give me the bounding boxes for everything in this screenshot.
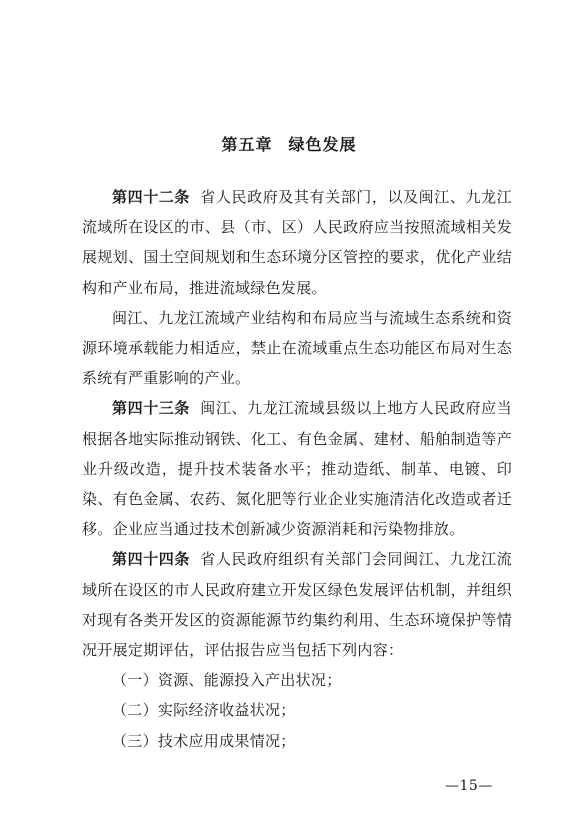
chapter-name: 绿色发展 xyxy=(288,135,357,154)
article-44-paragraph-1 xyxy=(82,544,512,665)
list-item: （二）实际经济收益状况； xyxy=(112,701,296,720)
article-44-label: 第四十四条 xyxy=(112,550,190,569)
article-43-text-1: 闽江、九龙江流域县级以上地方人民政府应当根据各地实际推动钢铁、化工、有色金属、建材、船舶制造等产业升级改造，提升技术装备水平；推动造纸、制革、电镀、印染、有色金属、农药、氮化肥等行业企业实施清洁化改造或者迁移。企业应当通过技术创新减少资源消耗和污染物排放。 xyxy=(82,399,512,539)
article-43-paragraph-1 xyxy=(82,393,512,544)
chapter-title xyxy=(0,132,578,155)
article-43-label: 第四十三条 xyxy=(112,399,190,418)
list-item: （一）资源、能源投入产出状况； xyxy=(112,671,342,690)
chapter-number: 第五章 xyxy=(221,135,273,154)
list-item: （三）技术应用成果情况； xyxy=(112,731,296,750)
document-body xyxy=(82,182,512,756)
article-44-text-1: 省人民政府组织有关部门会同闽江、九龙江流域所在设区的市人民政府建立开发区绿色发展评估机制，并组织对现有各类开发区的资源能源节约集约利用、生态环境保护等情况开展定期评估，评估报告应当包括下列内容： xyxy=(82,550,512,660)
article-42-text-2: 闽江、九龙江流域产业结构和布局应当与流域生态系统和资源环境承载能力相适应，禁止在流域重点生态功能区布局对生态系统有严重影响的产业。 xyxy=(82,308,512,388)
article-42-paragraph-2 xyxy=(82,303,512,394)
page-number: —15— xyxy=(445,778,493,794)
article-42-text-1: 省人民政府及其有关部门，以及闽江、九龙江流域所在设区的市、县（市、区）人民政府应当按照流域相关发展规划、国土空间规划和生态环境分区管控的要求，优化产业结构和产业布局，推进流域绿色发展。 xyxy=(82,188,512,297)
article-42-paragraph-1 xyxy=(82,182,512,303)
article-42-label: 第四十二条 xyxy=(112,188,190,206)
